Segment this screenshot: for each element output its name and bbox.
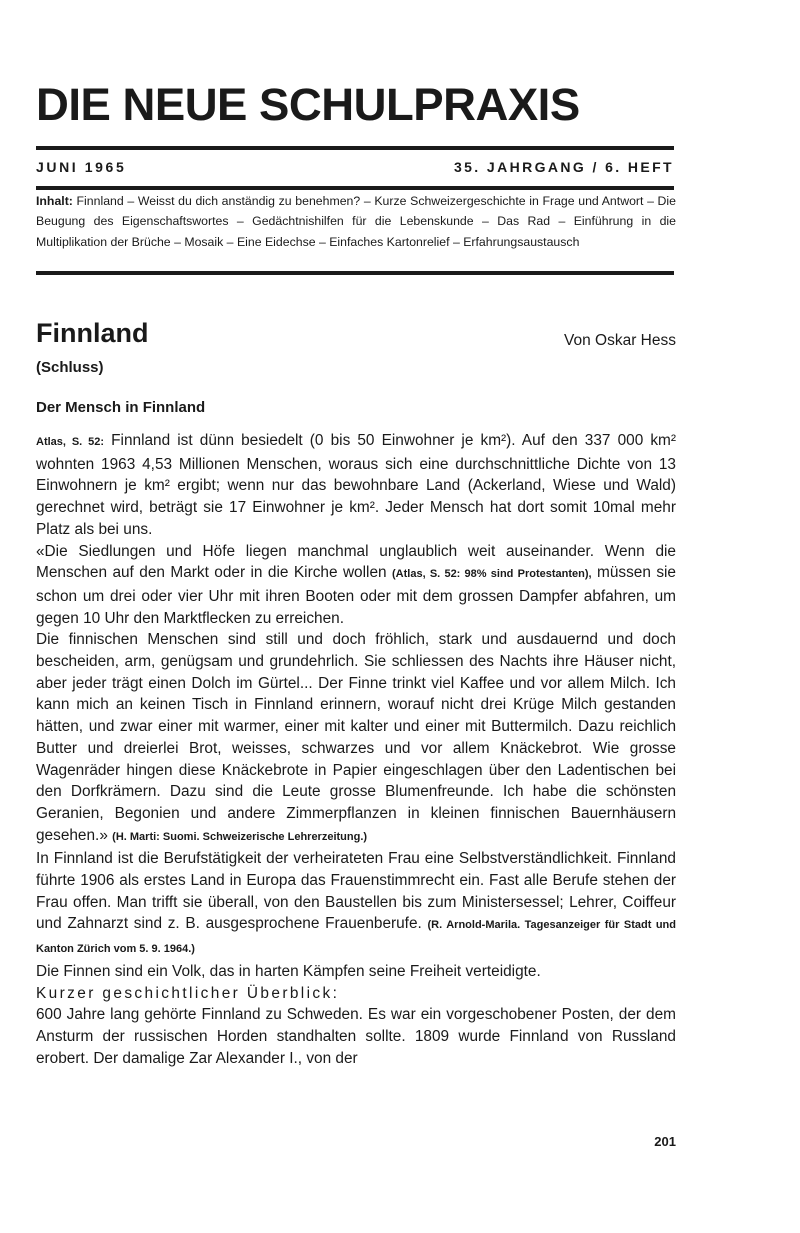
masthead-rule-top [36, 146, 674, 150]
contents-text: Finnland – Weisst du dich anständig zu benehmen? – Kurze Schweizergeschichte in Frage und Antwort – Die Beugung des Eigenschaftswortes – Gedächtnishilfen für die Lebenskunde – Das Rad – Einführung in die Multiplikation der Brüche – Mosaik – Eine Eidechse – Einfaches Kartonrelief – Erfahrungsaustausch [36, 194, 676, 249]
source-citation: (H. Marti: Suomi. Schweizerische Lehrerzeitung.) [112, 830, 368, 843]
article-author: Von Oskar Hess [564, 332, 676, 349]
atlas-reference: Atlas, S. 52: [36, 436, 105, 448]
article-title: Finnland [36, 318, 149, 348]
article-subtitle: (Schluss) [36, 359, 104, 376]
source-citation: (R. Arnold-Marila. Tagesanzeiger für Stadt und Kanton Zürich vom 5. 9. 1964.) [36, 919, 676, 956]
paragraph-freedom: Die Finnen sind ein Volk, das in harten Kämpfen seine Freiheit verteidigte. [36, 962, 541, 980]
issue-line [36, 159, 674, 175]
masthead: DIE NEUE SCHULPRAXIS [36, 79, 580, 130]
paragraph-women: In Finnland ist die Berufstätigkeit der verheirateten Frau eine Selbstverständlichkeit. Finnland führte 1906 als erstes Land in Europa das Frauenstimmrecht ein. Fast alle Berufe stehen der Frau offen. Man trifft sie überall, von den Baustellen bis zum Ministersessel; Lehrer, Coiffeur und Zahnarzt sind z. B. ausgesprochene Frauenberufe. (R. Arnold-Marila. Tagesanzeiger für Stadt und Kanton Zürich vom 5. 9. 1964.) [36, 850, 676, 956]
contents-rule-bottom [36, 271, 674, 275]
paragraph-settlements: «Die Siedlungen und Höfe liegen manchmal unglaublich weit auseinander. Wenn die Menschen auf den Markt oder in die Kirche wollen (Atlas, S. 52: 98% sind Protestanten), müssen sie schon um drei oder vier Uhr mit ihren Booten oder mit dem grossen Dampfer abfahren, um gegen 10 Uhr den Marktflecken zu erreichen. [36, 542, 676, 627]
contents-label: Inhalt: [36, 194, 73, 208]
history-heading: Kurzer geschichtlicher Überblick: [36, 984, 340, 1002]
paragraph-history: 600 Jahre lang gehörte Finnland zu Schweden. Es war ein vorgeschobener Posten, der dem Ansturm der russischen Horden standhalten sollte. 1809 wurde Finnland von Russland erobert. Der damalige Zar Alexander I., von der [36, 1006, 676, 1067]
article-body [36, 430, 676, 1069]
section-heading: Der Mensch in Finnland [36, 399, 206, 416]
table-of-contents [36, 191, 676, 252]
paragraph-population: Atlas, S. 52: Finnland ist dünn besiedelt (0 bis 50 Einwohner je km²). Auf den 337 000 km² wohnten 1963 4,53 Millionen Menschen, woraus sich eine durchschnittliche Dichte von 13 Einwohnern je km² ergibt; wenn nur das bewohnbare Land (Ackerland, Wiese und Wald) gerechnet wird, beträgt sie 17 Einwohner je km². Jeder Mensch hat dort somit 10mal mehr Platz als bei uns. [36, 432, 676, 538]
issue-number: 35. JAHRGANG / 6. HEFT [453, 159, 674, 175]
contents-rule-top [36, 186, 674, 190]
page-number: 201 [654, 1134, 676, 1149]
paragraph-people: Die finnischen Menschen sind still und doch fröhlich, stark und ausdauernd und doch bescheiden, arm, genügsam und grundehrlich. Sie schliessen des Nachts ihre Häuser nicht, aber jeder trägt einen Dolch im Gürtel... Der Finne trinkt viel Kaffee und vor allem Milch. Ich kann mich an keinen Tisch in Finnland erinnern, worauf nicht drei Krüge Milch gestanden hätten, und zwar einer mit warmer, einer mit kalter und einer mit Buttermilch. Dazu reichlich Butter und dreierlei Brot, weisses, schwarzes und vor allem Knäckebrot. Wie grosse Wagenräder hingen diese Knäckebrote in Papier eingeschlagen über den Ladentischen bei den Dorfkrämern. Dazu sind die Leute grosse Blumenfreunde. Ich habe die schönsten Geranien, Begonien und andere Zimmerpflanzen in kleinen finnischen Bauernhäusern gesehen.» (H. Marti: Suomi. Schweizerische Lehrerzeitung.) [36, 631, 676, 844]
issue-date: JUNI 1965 [36, 159, 127, 175]
atlas-reference: (Atlas, S. 52: 98% sind Protestanten), [392, 568, 592, 581]
